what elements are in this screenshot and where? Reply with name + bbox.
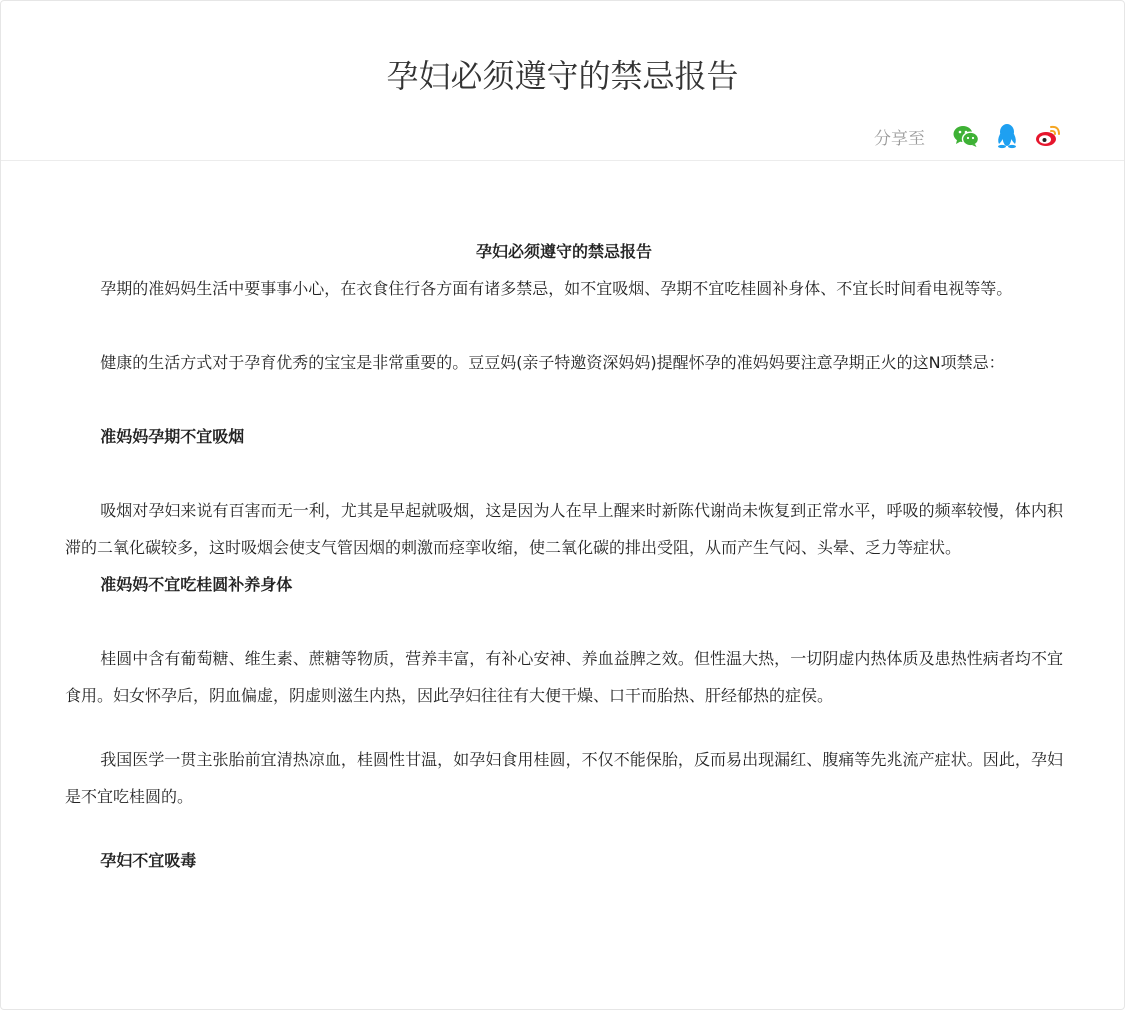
share-bar — [874, 121, 1062, 151]
page-title: 孕妇必须遵守的禁忌报告 — [386, 57, 739, 95]
share-label: 分享至 — [874, 128, 925, 149]
article-paragraph: 健康的生活方式对于孕育优秀的宝宝是非常重要的。豆豆妈(亲子特邀资深妈妈)提醒怀孕的准妈妈要注意孕期正火的这N项禁忌： — [100, 353, 1005, 372]
article-title: 孕妇必须遵守的禁忌报告 — [475, 242, 652, 261]
article-header — [1, 1, 1124, 161]
article-paragraph: 我国医学一贯主张胎前宜清热凉血，桂圆性甘温，如孕妇食用桂圆，不仅不能保胎，反而易出现漏红、腹痛等先兆流产症状。因此，孕妇是不宜吃桂圆的。 — [65, 750, 1063, 806]
article-body — [65, 233, 1063, 879]
article-subheading: 准妈妈孕期不宜吸烟 — [100, 427, 245, 446]
weibo-icon[interactable] — [1034, 122, 1062, 150]
article-paragraph: 桂圆中含有葡萄糖、维生素、蔗糖等物质，营养丰富，有补心安神、养血益脾之效。但性温大热，一切阴虚内热体质及患热性病者均不宜食用。妇女怀孕后，阴血偏虚，阴虚则滋生内热，因此孕妇往往有大便干燥、口干而胎热、肝经郁热的症侯。 — [65, 649, 1063, 705]
article-subheading: 准妈妈不宜吃桂圆补养身体 — [100, 575, 293, 594]
article-paragraph: 吸烟对孕妇来说有百害而无一利，尤其是早起就吸烟，这是因为人在早上醒来时新陈代谢尚未恢复到正常水平，呼吸的频率较慢，体内积滞的二氧化碳较多，这时吸烟会使支气管因烟的刺激而痉挛收缩，使二氧化碳的排出受阻，从而产生气闷、头晕、乏力等症状。 — [65, 501, 1063, 557]
qq-icon[interactable] — [993, 122, 1021, 150]
wechat-icon[interactable] — [952, 122, 980, 150]
article-paragraph: 孕期的准妈妈生活中要事事小心，在衣食住行各方面有诸多禁忌，如不宜吸烟、孕期不宜吃桂圆补身体、不宜长时间看电视等等。 — [100, 279, 1013, 298]
article-subheading: 孕妇不宜吸毒 — [100, 851, 197, 870]
